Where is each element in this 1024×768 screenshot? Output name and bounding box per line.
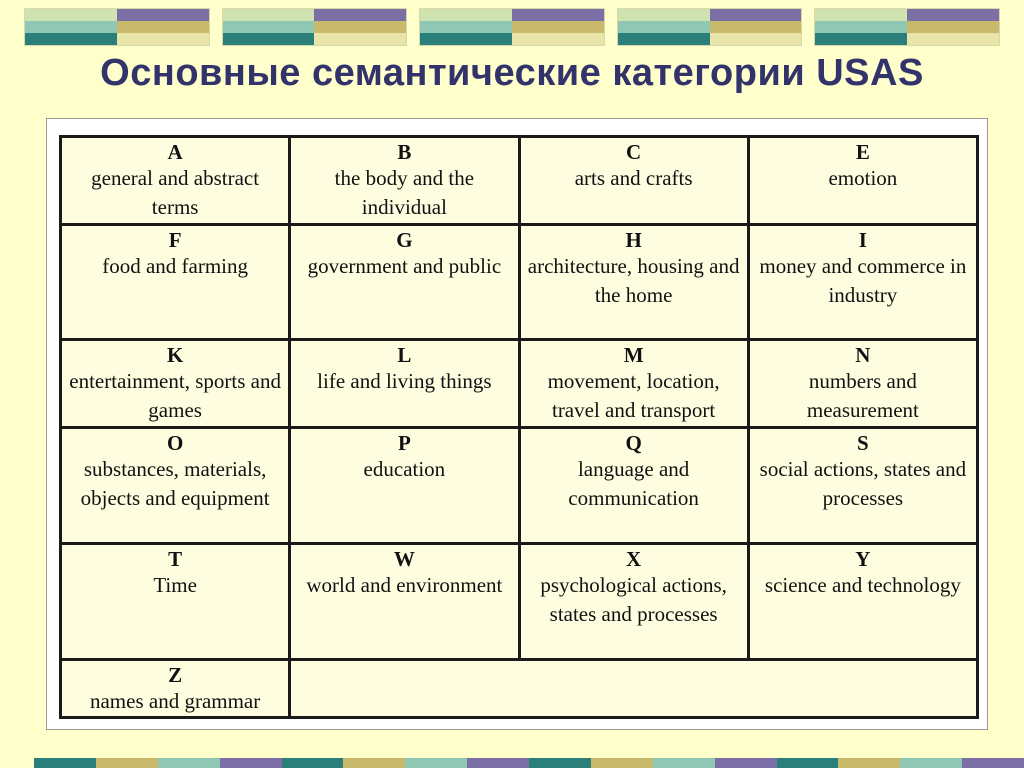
category-code: A xyxy=(167,140,183,164)
category-label: arts and crafts xyxy=(574,166,693,190)
table-row xyxy=(61,340,978,428)
category-code: C xyxy=(626,140,642,164)
category-cell xyxy=(519,427,748,543)
category-label: substances, materials, objects and equipment xyxy=(80,456,270,510)
category-label: the body and the individual xyxy=(334,166,475,219)
category-label: government and public xyxy=(307,253,502,278)
category-code: S xyxy=(857,430,869,455)
category-label: movement, location, travel and transport xyxy=(547,369,720,423)
category-label: language and communication xyxy=(568,456,699,510)
category-cell xyxy=(748,137,977,225)
category-code: Y xyxy=(855,546,871,571)
table-frame xyxy=(46,118,988,730)
category-label: Time xyxy=(153,572,197,597)
category-code: W xyxy=(393,546,415,571)
category-label: money and commerce in industry xyxy=(759,253,967,307)
category-label: science and technology xyxy=(764,572,961,597)
bottom-decoration xyxy=(34,758,1024,768)
category-cell xyxy=(290,137,519,225)
decor-block xyxy=(814,8,1000,46)
category-code: K xyxy=(166,343,184,368)
category-cell xyxy=(519,137,748,225)
category-cell xyxy=(61,543,290,659)
category-cell xyxy=(519,224,748,340)
category-label: entertainment, sports and games xyxy=(69,369,281,423)
category-label: social actions, states and processes xyxy=(759,456,967,510)
category-cell xyxy=(519,340,748,428)
category-code: I xyxy=(858,227,867,252)
category-code: X xyxy=(626,546,642,571)
table-row xyxy=(61,659,978,717)
category-cell xyxy=(61,340,290,428)
category-cell xyxy=(748,340,977,428)
category-cell xyxy=(748,427,977,543)
category-cell xyxy=(290,224,519,340)
category-code: B xyxy=(397,140,412,164)
category-code: L xyxy=(397,343,412,368)
decor-block xyxy=(617,8,803,46)
category-code: E xyxy=(855,140,870,164)
slide-title: Основные семантические категории USAS xyxy=(100,52,924,94)
table-row xyxy=(61,427,978,543)
category-label: life and living things xyxy=(317,369,492,394)
table-row xyxy=(61,224,978,340)
category-label: emotion xyxy=(828,166,898,190)
category-label: psychological actions, states and processes xyxy=(540,572,727,626)
empty-cell xyxy=(290,659,978,717)
category-cell xyxy=(748,543,977,659)
decor-block xyxy=(24,8,210,46)
category-cell xyxy=(61,224,290,340)
decor-block xyxy=(419,8,605,46)
category-cell xyxy=(61,659,290,717)
table-row xyxy=(61,543,978,659)
top-decoration xyxy=(24,8,1000,46)
category-code: O xyxy=(166,430,184,455)
category-code: P xyxy=(397,430,411,455)
category-cell xyxy=(748,224,977,340)
category-code: Z xyxy=(168,662,183,687)
category-cell xyxy=(61,427,290,543)
table-row xyxy=(61,137,978,225)
category-label: world and environment xyxy=(306,572,503,597)
category-code: H xyxy=(625,227,642,252)
semantic-categories-table xyxy=(59,135,979,719)
category-cell xyxy=(290,543,519,659)
category-code: F xyxy=(168,227,182,252)
decor-block xyxy=(222,8,408,46)
category-cell xyxy=(61,137,290,225)
category-code: M xyxy=(623,343,644,368)
category-code: N xyxy=(855,343,871,368)
category-label: numbers and measurement xyxy=(806,369,919,423)
category-label: food and farming xyxy=(102,253,249,278)
category-cell xyxy=(290,427,519,543)
category-code: Q xyxy=(625,430,642,455)
category-code: T xyxy=(168,546,183,571)
category-code: G xyxy=(396,227,413,252)
category-label: general and abstract terms xyxy=(91,166,260,219)
category-cell xyxy=(290,340,519,428)
category-label: names and grammar xyxy=(89,688,261,713)
category-label: education xyxy=(363,456,446,481)
category-cell xyxy=(519,543,748,659)
category-label: architecture, housing and the home xyxy=(527,253,740,307)
